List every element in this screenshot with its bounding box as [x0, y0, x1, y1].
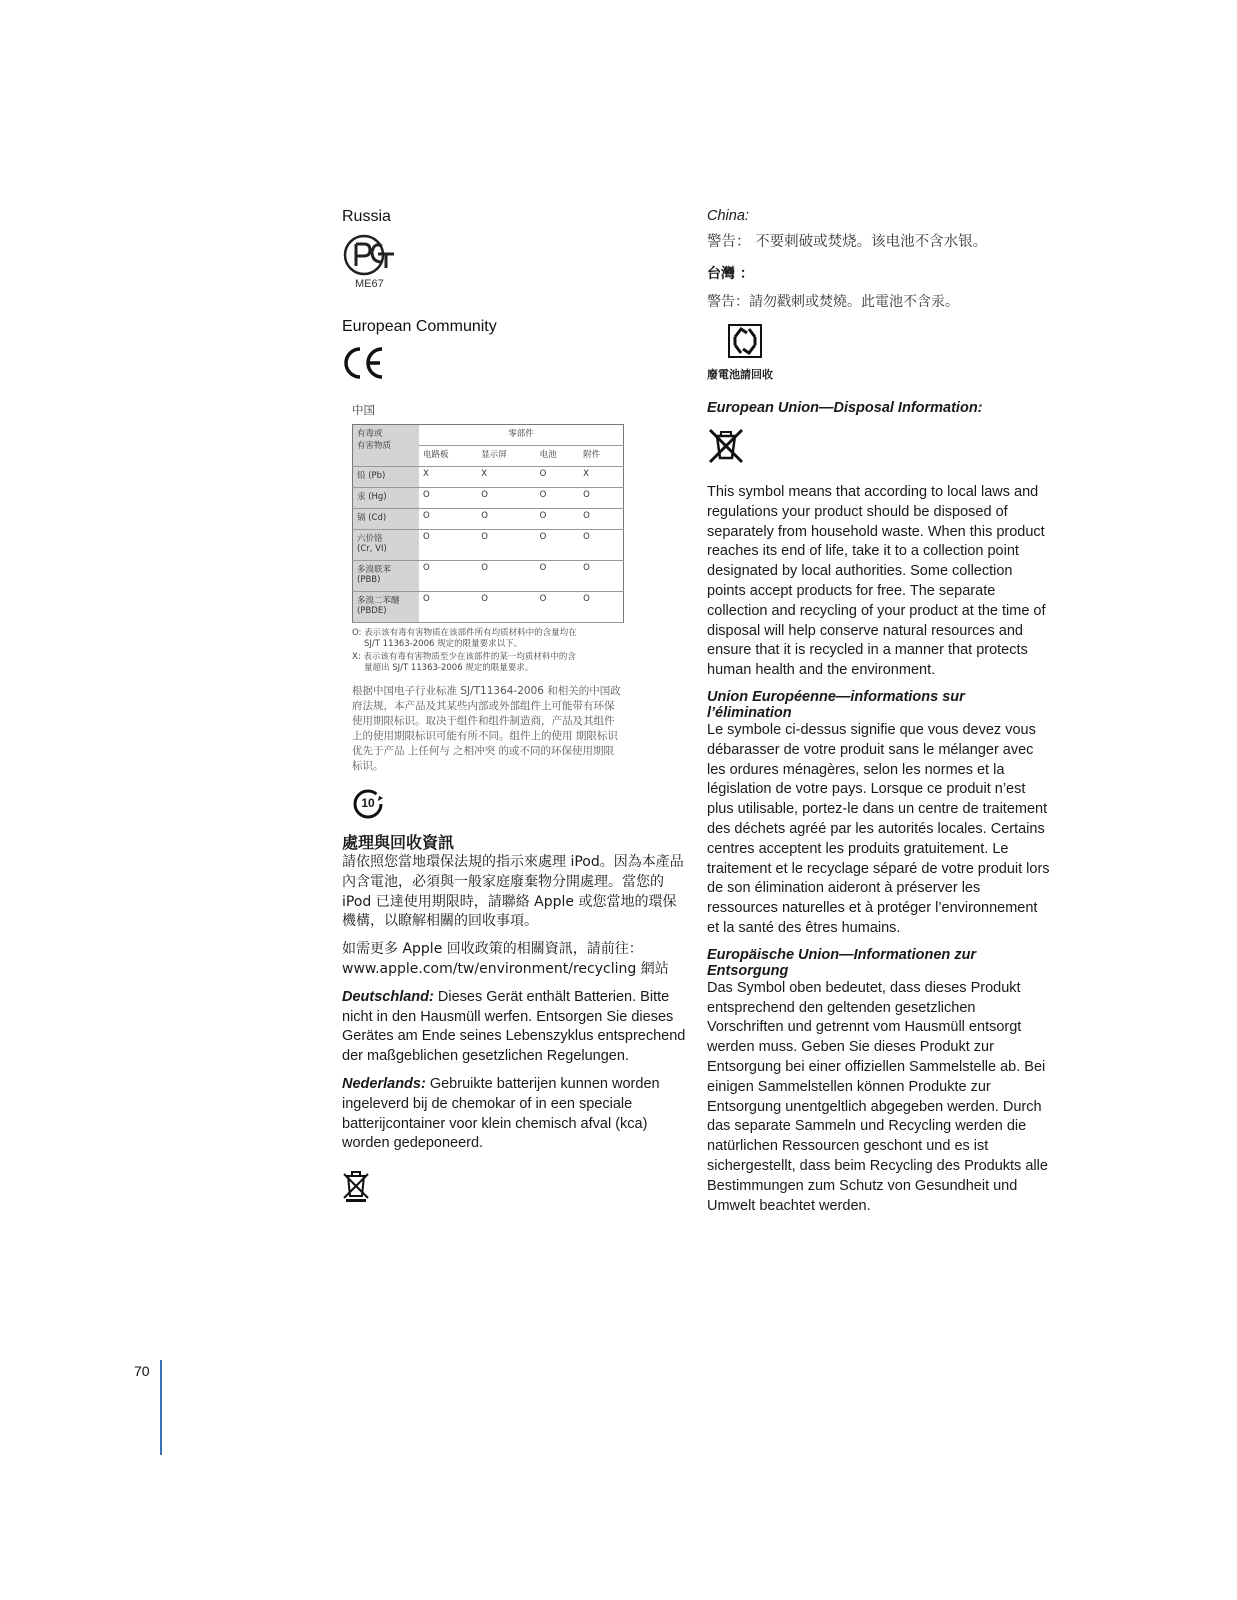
china-warning-text: 警告： 不要刺破或焚烧。该电池不含水银。: [707, 234, 988, 250]
kca-bin-icon: [342, 1168, 687, 1207]
note-o-line-2: SJ/T 11363-2006 规定的限量要求以下。: [364, 639, 523, 649]
european-community-heading: European Community: [342, 318, 497, 335]
substance-cell: [353, 561, 420, 592]
eu-de-heading: Europäische Union—Informationen zur Entsorgung: [707, 946, 977, 979]
table-cell: O: [419, 488, 477, 509]
table-cell: O: [477, 488, 535, 509]
substance-name: 镉 (Cd): [357, 513, 387, 523]
efup-number: 10: [361, 796, 375, 810]
eu-de-text: Das Symbol oben bedeutet, dass dieses Produkt entsprechend den geltenden gesetzlichen Vorschriften und getrennt vom Hausmüll entsorgt werden muss. Geben Sie dieses Produkt zur Entsorgung bei einer offiziellen Sammelstelle ab. Bei einigen Sammelstellen können Produkte zur Entsorgung unentgeltlich abgegeben werden. Durch das separate Sammeln und Recycling werden die natürlichen Ressourcen geschont und es ist sichergestellt, dass beim Recycling des Produkts alle Bestimmungen zum Schutz von Gesundheit und Umwelt beachtet werden.: [707, 979, 1048, 1214]
eu-disposal-heading: European Union—Disposal Information:: [707, 400, 983, 416]
column-header: 附件: [579, 446, 623, 467]
column-header: 电路板: [419, 446, 477, 467]
eu-fr-text: Le symbole ci-dessus signifie que vous devez vous débarasser de votre produit sans le mélanger avec les ordures ménagères, selon les normes et la législation de votre pays. Lorsque ce produit n’est plus utilisable, portez-le dans un centre de traitement des déchets agréé par les autorités locales. Certains centres acceptent les produits gratuitement. Le traitement et le recyclage séparé de votre produit lors de son élimination aideront à préserver les ressources naturelles et à protéger l’environnement et la santé des êtres humains.: [707, 721, 1050, 936]
table-row: [353, 592, 624, 623]
table-cell: O: [477, 561, 535, 592]
battery-recycle-icon: [727, 323, 1052, 364]
taiwan-recycling-para-2: 如需更多 Apple 回收政策的相關資訊，請前往： www.apple.com/tw/environment/recycling 網站: [342, 941, 669, 977]
taiwan-warning-label: 台灣 ：: [707, 266, 754, 282]
substance-name: 铅 (Pb): [357, 471, 386, 481]
china-table-title: 中国: [352, 403, 375, 417]
table-cell: O: [579, 592, 623, 623]
weee-bin-icon: [707, 426, 1052, 469]
substance-name: (PBB): [357, 575, 381, 585]
substance-name: (Cr, VI): [357, 544, 387, 554]
table-corner-header: [353, 425, 420, 467]
eu-disposal-text: This symbol means that according to local laws and regulations your product should be disposed of separately from household waste. When this product reaches its end of life, take it to a collection point designated by local authorities. Some collection points accept products for free. The separate collection and recycling of your product at the time of disposal will help conserve natural resources and ensure that it is recycled in a manner that protects human health and the environment.: [707, 484, 1046, 679]
substance-cell: [353, 530, 420, 561]
column-header: 电池: [536, 446, 580, 467]
substance-cell: [353, 509, 420, 530]
china-warning-label: China:: [707, 208, 749, 224]
page-number: 70: [134, 1363, 150, 1379]
table-cell: O: [536, 488, 580, 509]
china-rohs-block: [342, 402, 687, 822]
table-cell: O: [419, 530, 477, 561]
right-column: [707, 208, 1052, 1216]
nederlands-paragraph: [342, 1075, 687, 1154]
table-cell: O: [579, 561, 623, 592]
substance-cell: [353, 592, 420, 623]
table-cell: O: [477, 530, 535, 561]
gost-r-mark-icon: [342, 232, 402, 296]
table-cell: X: [579, 467, 623, 488]
table-cell: O: [536, 467, 580, 488]
table-cell: O: [536, 530, 580, 561]
table-row: [353, 561, 624, 592]
note-o-line-1: O: 表示该有毒有害物质在该部件所有均质材料中的含量均在: [352, 628, 577, 638]
substance-name: 汞 (Hg): [357, 492, 387, 502]
table-notes: [352, 628, 687, 674]
deutschland-paragraph: [342, 988, 687, 1067]
efup-10-icon: [352, 788, 386, 822]
table-cell: O: [536, 561, 580, 592]
table-cell: X: [419, 467, 477, 488]
nederlands-label: Nederlands:: [342, 1075, 426, 1092]
deutschland-text: Dieses Gerät enthält Batterien. Bitte nicht in den Hausmüll werfen. Entsorgen Sie dieses Gerätes am Ende seines Lebenszyklus entsprechend der maßgeblichen gesetzlichen Regelungen.: [342, 988, 686, 1065]
taiwan-warning-text: 警告：請勿戳刺或焚燒。此電池不含汞。: [707, 294, 959, 310]
table-cell: O: [477, 509, 535, 530]
table-cell: O: [579, 509, 623, 530]
deutschland-label: Deutschland:: [342, 988, 434, 1005]
efup-paragraph: 根据中国电子行业标准 SJ/T11364-2006 和相关的中国政府法规，本产品及其某些内部或外部组件上可能带有环保使用期限标识。取决于组件和组件制造商，产品及其组件上的使用期限标识可能有所不同。组件上的使用 期限标识 优先于产品 上任何与 之相冲突 的或不同的环保使用期限标识。: [352, 685, 621, 772]
eu-fr-heading: Union Européenne—informations sur l’élimination: [707, 688, 965, 721]
substance-name: 多溴联苯: [357, 565, 392, 575]
ce-mark-icon: [342, 346, 687, 382]
table-cell: O: [536, 509, 580, 530]
battery-recycle-caption: 廢電池請回收: [707, 368, 773, 381]
taiwan-recycling-heading: 處理與回收資訊: [342, 833, 455, 852]
page-margin-rule: [160, 1360, 162, 1455]
left-column: [342, 208, 687, 1207]
russia-heading: Russia: [342, 208, 391, 225]
substance-name: (PBDE): [357, 606, 387, 616]
substance-cell: [353, 488, 420, 509]
table-row: [353, 509, 624, 530]
table-cell: O: [419, 509, 477, 530]
substance-name: 六价铬: [357, 534, 383, 544]
note-x-line-1: X: 表示该有毒有害物质至少在该部件的某一均质材料中的含: [352, 652, 576, 662]
column-header: 显示屏: [477, 446, 535, 467]
table-row: [353, 488, 624, 509]
table-row: [353, 467, 624, 488]
nederlands-text: Gebruikte batterijen kunnen worden ingeleverd bij de chemokar of in een speciale batterijcontainer voor klein chemisch afval (kca) worden gedeponeerd.: [342, 1075, 660, 1152]
table-cell: O: [477, 592, 535, 623]
corner-line-2: 有害物质: [357, 441, 392, 451]
table-cell: O: [419, 561, 477, 592]
taiwan-recycling-para-1: 請依照您當地環保法規的指示來處理 iPod。因為本產品內含電池，必須與一般家庭廢棄物分開處理。當您的 iPod 已達使用期限時，請聯絡 Apple 或您當地的環保機構，以瞭解相關的回收事項。: [342, 854, 684, 930]
substance-cell: [353, 467, 420, 488]
table-cell: O: [536, 592, 580, 623]
gost-mark-code: ME67: [355, 278, 384, 290]
table-cell: O: [579, 488, 623, 509]
corner-line-1: 有毒或: [357, 429, 383, 439]
note-x-line-2: 量超出 SJ/T 11363-2006 规定的限量要求。: [364, 663, 534, 673]
table-cell: O: [579, 530, 623, 561]
components-group-header: 零部件: [419, 425, 624, 446]
hazardous-substances-table: [352, 424, 624, 623]
table-row: [353, 530, 624, 561]
substance-name: 多溴二苯醚: [357, 596, 400, 606]
table-cell: O: [419, 592, 477, 623]
table-cell: X: [477, 467, 535, 488]
